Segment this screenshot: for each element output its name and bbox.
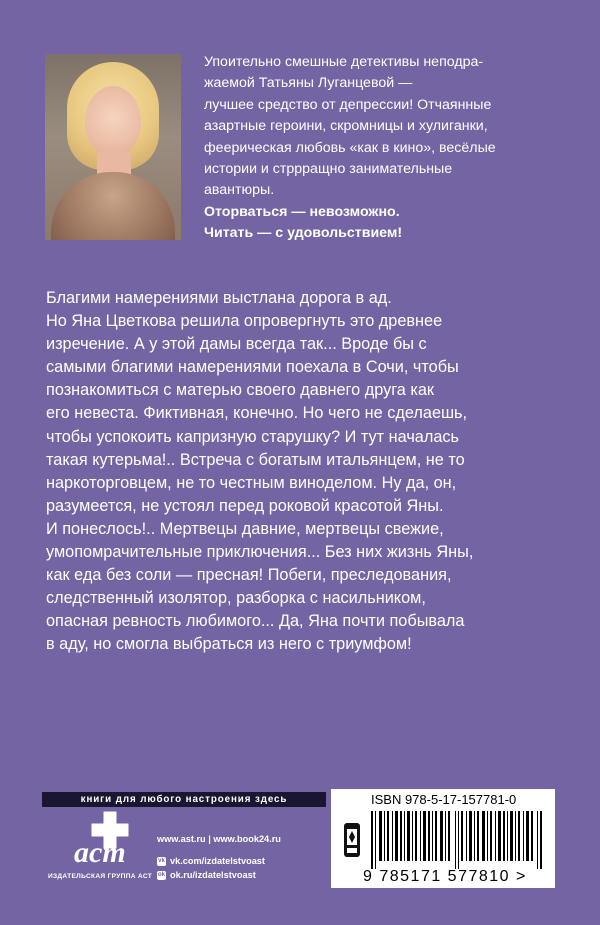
annotation-line: наркоторговцем, не то честным виноделом. Ну да, он,: [46, 473, 457, 492]
annotation-line: как еда без соли — пресная! Побеги, преследования,: [46, 566, 452, 585]
annotation-line: чтобы успокоить капризную старушку? И тут началась: [46, 427, 460, 446]
intro-line: жаемой Татьяны Луганцевой —: [204, 75, 413, 92]
annotation-line: И понеслось!.. Мертвецы давние, мертвецы свежие,: [46, 519, 444, 538]
ok-icon: ok: [157, 871, 165, 878]
annotation-line: самыми благими намерениями поехала в Сочи, чтобы: [46, 358, 459, 377]
social-ok[interactable]: [157, 870, 256, 880]
annotation-line: умопомрачительные приключения... Без них жизнь Яны,: [46, 543, 474, 562]
barcode-arrow: >: [516, 868, 527, 885]
annotation-line: разумеется, не устоял перед роковой красотой Яны.: [46, 496, 444, 515]
intro-line: Упоительно смешные детективы неподра-: [204, 54, 484, 70]
barcode-icon: [371, 811, 543, 869]
annotation-line: такая кутерьма!.. Встреча с богатым итальянцем, не то: [46, 450, 465, 469]
annotation-line: Благими намерениями выстлана дорога в ад.: [46, 289, 392, 307]
annotation-line: Но Яна Цветкова решила опровергнуть это древнее: [46, 312, 443, 331]
intro-line: авантюры.: [204, 182, 275, 199]
annotation-line: его невеста. Фиктивная, конечно. Но чего не сделаешь,: [46, 404, 468, 423]
social-vk[interactable]: [157, 856, 265, 866]
author-photo: [45, 54, 181, 240]
intro-bold-line: Читать — с удовольствием!: [204, 225, 403, 242]
intro-line: лучшее средство от депрессии! Отчаянные: [204, 96, 492, 113]
tagline-bar: книги для любого настроения здесь: [42, 792, 326, 807]
social-vk-link[interactable]: vk.com/izdatelstvoast: [170, 856, 265, 866]
annotation-line: в аду, но смогла выбраться из него с триумфом!: [46, 635, 412, 654]
author-face: [85, 86, 141, 158]
book-annotation: [46, 287, 561, 657]
author-dress: [51, 172, 175, 240]
publisher-label: ИЗДАТЕЛЬСКАЯ ГРУППА АСТ: [47, 873, 153, 880]
web-links[interactable]: www.ast.ru | www.book24.ru: [157, 834, 281, 844]
lantern-icon: [341, 821, 363, 859]
barcode-digits: [363, 868, 527, 886]
author-intro: [204, 52, 549, 245]
intro-line: феерическая любовь «как в кино», весёлые: [204, 139, 496, 156]
annotation-line: следственный изолятор, разборка с насильником,: [46, 589, 426, 608]
barcode-number: 9 785171 577810: [363, 868, 511, 885]
social-ok-link[interactable]: ok.ru/izdatelstvoast: [170, 870, 256, 880]
annotation-line: опасная ревность любимого... Да, Яна почти побывала: [46, 612, 465, 631]
vk-icon: vk: [158, 857, 165, 864]
annotation-line: изречение. А у этой дамы всегда так... Вроде бы с: [46, 335, 427, 354]
intro-line: азартные героини, скромницы и хулиганки,: [204, 118, 488, 135]
intro-bold-line: Оторваться — невозможно.: [204, 203, 400, 220]
intro-line: истории и стррращно занимательные: [204, 161, 453, 178]
ast-logo: [66, 808, 146, 868]
logo-text: аст: [74, 836, 126, 868]
barcode-box: [331, 789, 555, 888]
isbn-text: ISBN 978-5-17-157781-0: [371, 792, 517, 807]
annotation-line: познакомиться с матерью своего давнего друга как: [46, 381, 435, 400]
ast-logo-icon: [66, 808, 146, 868]
